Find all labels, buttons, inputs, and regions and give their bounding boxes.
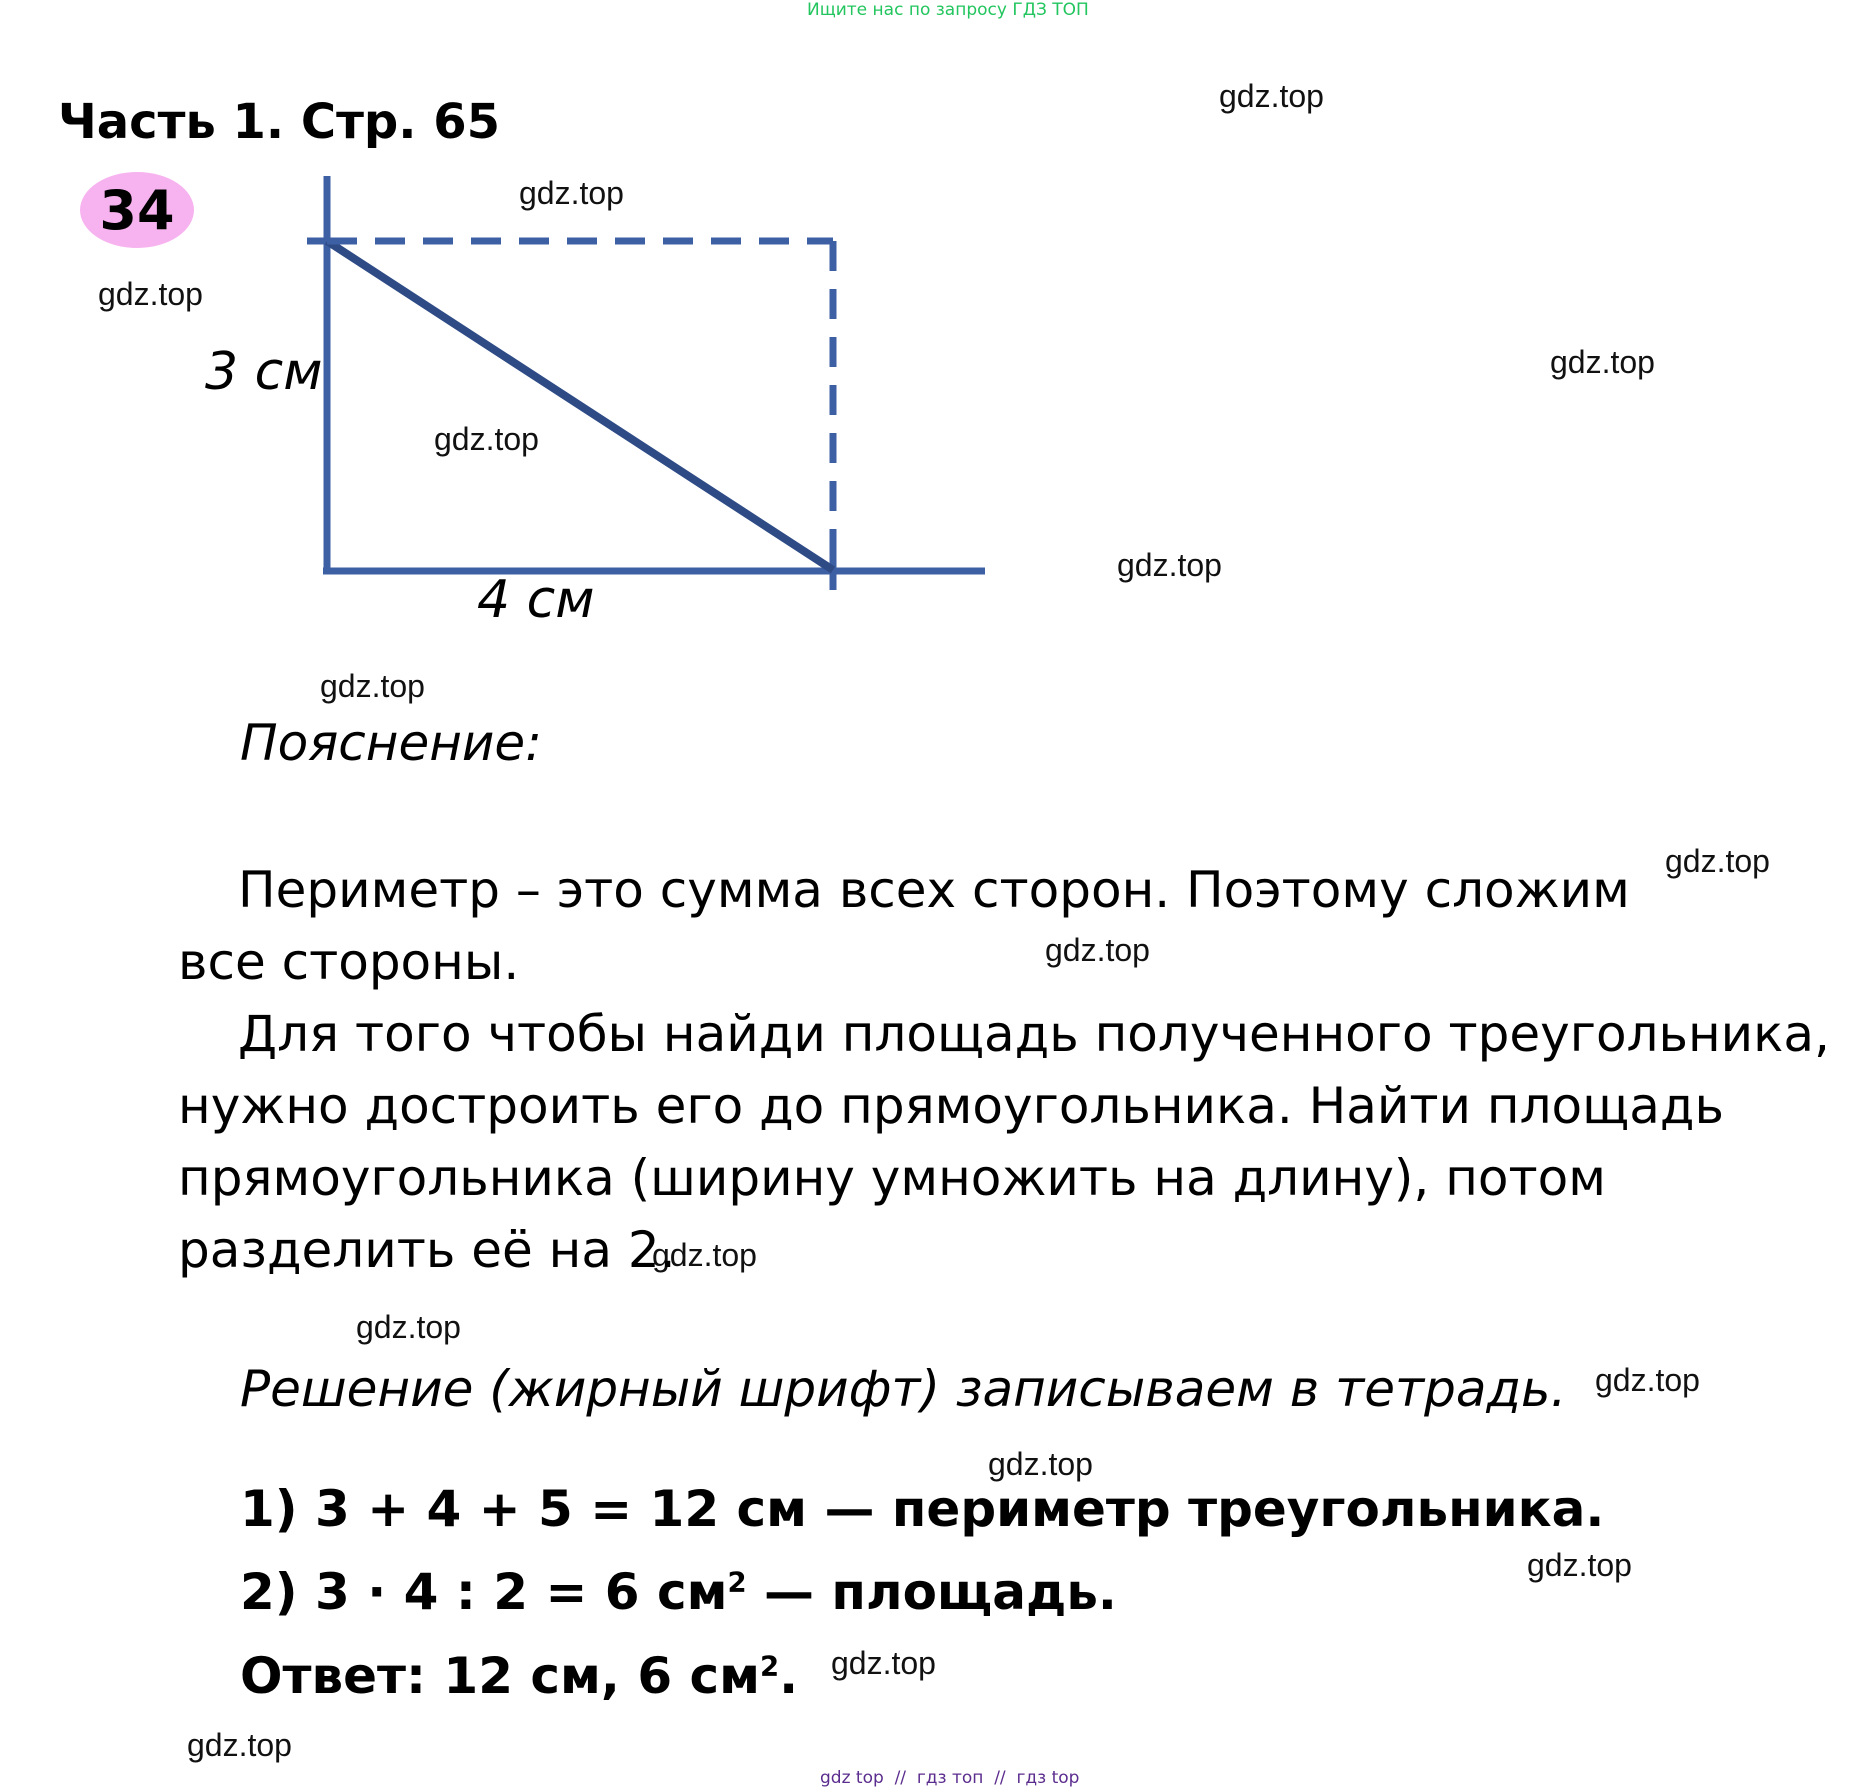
watermark: gdz.top (988, 1446, 1093, 1482)
watermark: gdz.top (1665, 843, 1770, 879)
watermark: gdz.top (1045, 932, 1150, 968)
watermark: gdz.top (1219, 78, 1324, 114)
explanation-heading: Пояснение: (240, 714, 543, 772)
horizontal-side-label: 4 см (477, 570, 595, 630)
watermark: gdz.top (519, 175, 624, 211)
answer-exponent: 2 (760, 1650, 780, 1683)
step-2-exponent: 2 (727, 1566, 747, 1599)
answer-main: Ответ: 12 см, 6 см (240, 1647, 761, 1705)
solution-step-1: 1) 3 + 4 + 5 = 12 см — периметр треугольника. (240, 1480, 1605, 1538)
watermark: gdz.top (652, 1237, 757, 1273)
top-banner: Ищите нас по запросу ГДЗ ТОП (807, 0, 1089, 20)
watermark: gdz.top (1595, 1362, 1700, 1398)
step-2-main: 2) 3 · 4 : 2 = 6 см (240, 1563, 728, 1621)
watermark: gdz.top (1550, 344, 1655, 380)
page-title: Часть 1. Стр. 65 (58, 94, 501, 150)
explanation-paragraph-2: Для того чтобы найди площадь полученного треугольника, нужно достроить его до прямоугольника. Найти площадь прямоугольника (ширину умножить на длину), потом разделить её на 2. (178, 1005, 1830, 1279)
watermark: gdz.top (320, 668, 425, 704)
explanation-paragraph-1: Периметр – это сумма всех сторон. Поэтому сложим все стороны. (178, 861, 1630, 991)
solution-step-2 (240, 1563, 1117, 1621)
step-2-tail: — площадь. (746, 1563, 1117, 1621)
watermark: gdz.top (831, 1645, 936, 1681)
vertical-side-label: 3 см (205, 342, 323, 402)
watermark: gdz.top (187, 1727, 292, 1763)
hypotenuse-line (327, 241, 833, 570)
watermark: gdz.top (434, 421, 539, 457)
answer-tail: . (779, 1647, 799, 1705)
watermark: gdz.top (356, 1309, 461, 1345)
solution-heading: Решение (жирный шрифт) записываем в тетрадь. (240, 1360, 1567, 1418)
watermark: gdz.top (1117, 547, 1222, 583)
watermark: gdz.top (98, 276, 203, 312)
task-number-badge: 34 (80, 172, 194, 248)
watermark: gdz.top (1527, 1547, 1632, 1583)
bottom-banner: gdz top // гдз топ // гдз top (820, 1768, 1080, 1788)
answer-line (240, 1647, 798, 1705)
